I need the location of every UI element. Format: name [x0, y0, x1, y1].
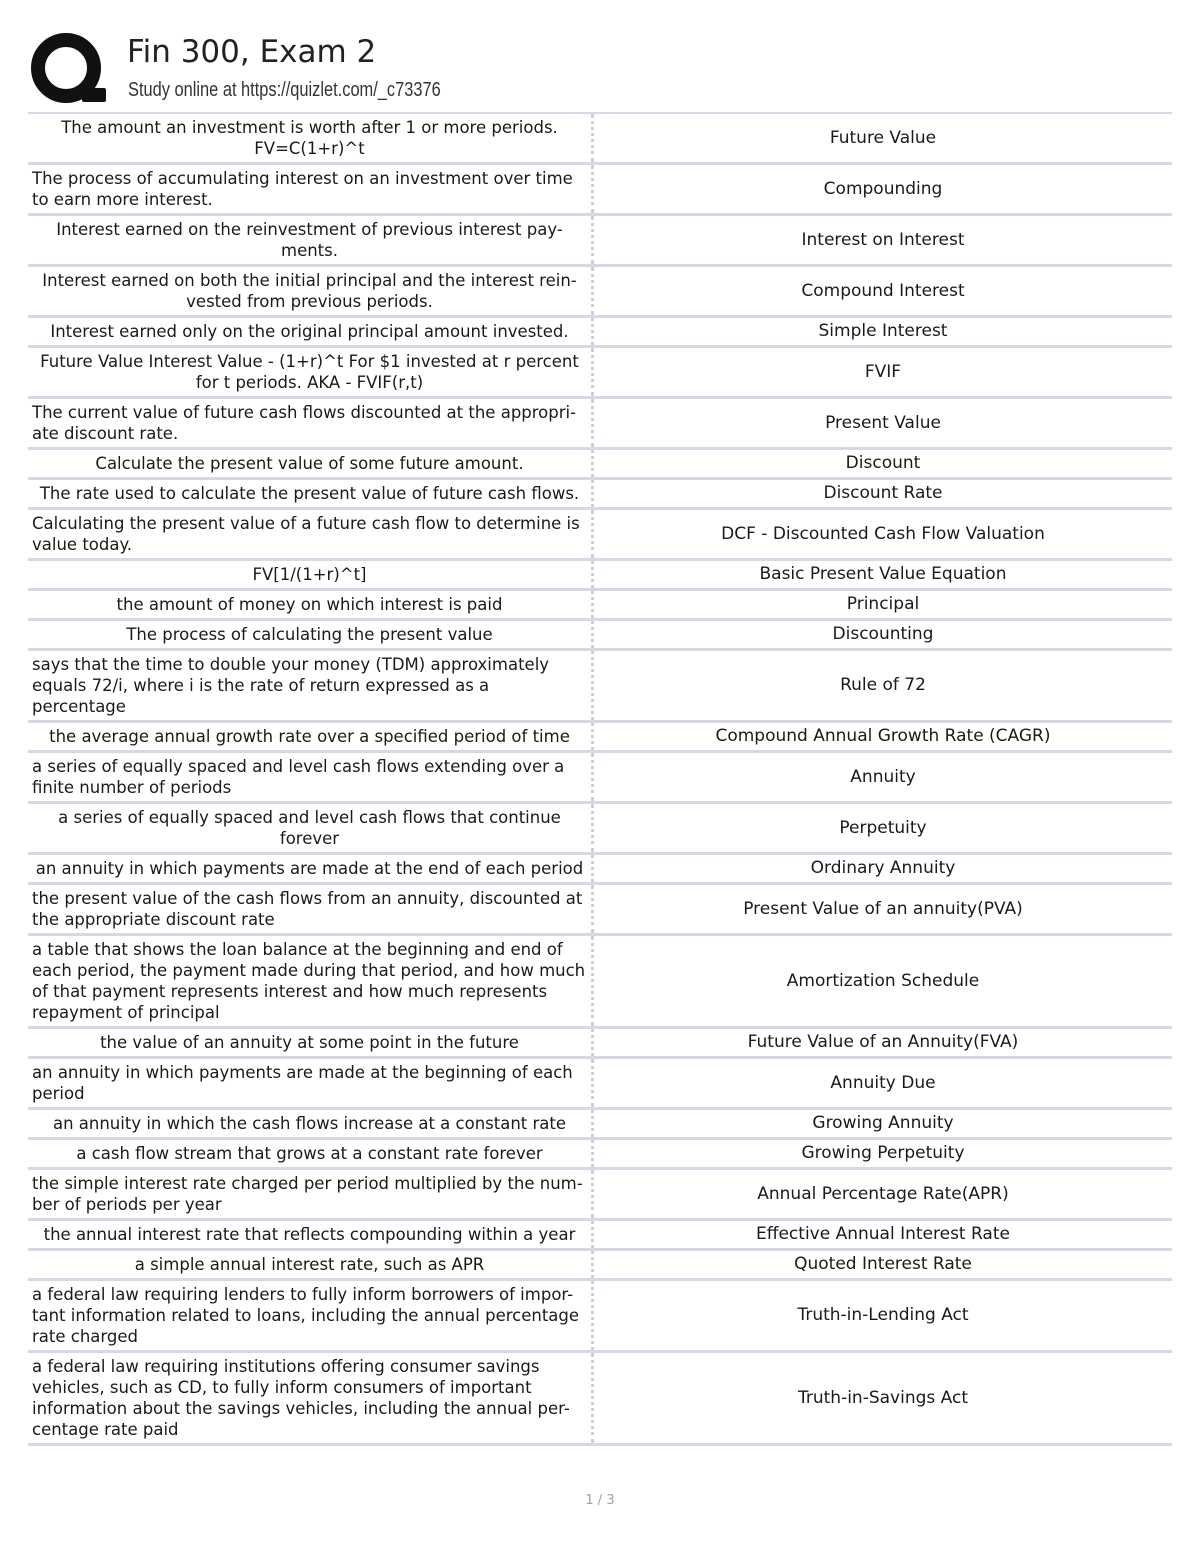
flashcard-term: the simple interest rate charged per period multiplied by the num-ber of periods per year [28, 1170, 594, 1218]
flashcard-row [28, 510, 1172, 561]
flashcard-term: an annuity in which the cash flows increase at a constant rate [28, 1110, 594, 1137]
flashcard-term: Calculate the present value of some future amount. [28, 450, 594, 477]
flashcard-row [28, 114, 1172, 165]
flashcard-row [28, 621, 1172, 651]
flashcard-row [28, 1281, 1172, 1353]
flashcard-row [28, 723, 1172, 753]
flashcard-term: Interest earned only on the original principal amount invested. [28, 318, 594, 345]
page-number: 1 / 3 [585, 1493, 615, 1508]
flashcard-definition: Compounding [823, 178, 943, 199]
flashcard-row [28, 1029, 1172, 1059]
flashcard-term: the amount of money on which interest is paid [28, 591, 594, 618]
flashcard-definition: Truth-in-Lending Act [797, 1305, 969, 1325]
flashcard-row [28, 591, 1172, 621]
flashcard-definition: FVIF [864, 361, 902, 382]
flashcard-definition: Discounting [832, 624, 934, 644]
flashcard-row [28, 216, 1172, 267]
flashcard-definition: Amortization Schedule [786, 970, 980, 991]
flashcard-row [28, 165, 1172, 216]
flashcard-term: The process of calculating the present value [28, 621, 594, 648]
flashcard-definition: DCF - Discounted Cash Flow Valuation [721, 523, 1045, 544]
flashcard-row [28, 1059, 1172, 1110]
flashcard-definition: Compound Annual Growth Rate (CAGR) [715, 726, 1051, 746]
flashcard-definition: Quoted Interest Rate [794, 1254, 972, 1274]
flashcard-list [28, 112, 1172, 1446]
flashcard-row [28, 348, 1172, 399]
flashcard-term: the present value of the cash flows from an annuity, discounted at the appropriate discount rate [28, 885, 594, 933]
flashcard-term: Calculating the present value of a future cash flow to determine is value today. [28, 510, 594, 558]
flashcard-row [28, 399, 1172, 450]
flashcard-row [28, 480, 1172, 510]
flashcard-term: an annuity in which payments are made at the end of each period [28, 855, 594, 882]
flashcard-definition: Effective Annual Interest Rate [756, 1224, 1010, 1244]
flashcard-definition: Growing Annuity [812, 1113, 954, 1133]
flashcard-definition: Simple Interest [818, 321, 948, 341]
flashcard-term: a table that shows the loan balance at the beginning and end of each period, the payment made during that period, and how much of that payment represents interest and how much represents repayment of principal [28, 936, 594, 1026]
flashcard-row [28, 885, 1172, 936]
flashcard-definition: Compound Interest [801, 280, 965, 301]
flashcard-row [28, 318, 1172, 348]
flashcard-row [28, 651, 1172, 723]
flashcard-definition: Annuity [850, 766, 916, 787]
flashcard-term: The amount an investment is worth after 1 or more periods. FV=C(1+r)^t [28, 114, 594, 162]
flashcard-row [28, 267, 1172, 318]
page-header [30, 32, 1170, 108]
flashcard-row [28, 1353, 1172, 1446]
flashcard-definition: Discount [845, 453, 921, 473]
flashcard-row [28, 804, 1172, 855]
flashcard-row [28, 1221, 1172, 1251]
flashcard-row [28, 753, 1172, 804]
flashcard-definition: Principal [846, 594, 920, 614]
flashcard-row [28, 1251, 1172, 1281]
flashcard-term: a series of equally spaced and level cash flows extending over a finite number of periods [28, 753, 594, 801]
flashcard-definition: Present Value [825, 412, 941, 433]
flashcard-row [28, 561, 1172, 591]
flashcard-term: The rate used to calculate the present value of future cash flows. [28, 480, 594, 507]
page-title: Fin 300, Exam 2 [127, 34, 377, 70]
flashcard-term: a simple annual interest rate, such as APR [28, 1251, 594, 1278]
flashcard-row [28, 450, 1172, 480]
flashcard-term: says that the time to double your money (TDM) approximately equals 72/i, where i is the rate of return expressed as a percentage [28, 651, 594, 720]
flashcard-definition: Interest on Interest [801, 229, 965, 250]
flashcard-term: Interest earned on both the initial principal and the interest rein-vested from previous periods. [28, 267, 594, 315]
flashcard-term: The process of accumulating interest on an investment over time to earn more interest. [28, 165, 594, 213]
flashcard-term: a federal law requiring institutions offering consumer savings vehicles, such as CD, to fully inform consumers of important information about the savings vehicles, including the annual per-centage rate paid [28, 1353, 594, 1443]
flashcard-term: a cash flow stream that grows at a constant rate forever [28, 1140, 594, 1167]
flashcard-term: a series of equally spaced and level cash flows that continue forever [28, 804, 594, 852]
study-online-link[interactable]: Study online at https://quizlet.com/_c73376 [128, 79, 441, 101]
flashcard-term: The current value of future cash flows discounted at the appropri-ate discount rate. [28, 399, 594, 447]
flashcard-row [28, 936, 1172, 1029]
flashcard-definition: Future Value of an Annuity(FVA) [747, 1032, 1019, 1052]
flashcard-definition: Rule of 72 [840, 675, 926, 695]
flashcard-term: Future Value Interest Value - (1+r)^t For $1 invested at r percent for t periods. AKA - FVIF(r,t) [28, 348, 594, 396]
flashcard-definition: Present Value of an annuity(PVA) [743, 898, 1023, 919]
flashcard-definition: Ordinary Annuity [810, 858, 956, 878]
flashcard-term: the value of an annuity at some point in the future [28, 1029, 594, 1056]
quizlet-logo-icon [30, 32, 108, 108]
flashcard-row [28, 1140, 1172, 1170]
flashcard-definition: Basic Present Value Equation [759, 564, 1007, 584]
flashcard-definition: Perpetuity [839, 817, 927, 838]
flashcard-definition: Future Value [829, 127, 937, 148]
flashcard-row [28, 1170, 1172, 1221]
flashcard-term: a federal law requiring lenders to fully inform borrowers of impor-tant information related to loans, including the annual percentage rate charged [28, 1281, 594, 1350]
flashcard-term: the annual interest rate that reflects compounding within a year [28, 1221, 594, 1248]
flashcard-definition: Discount Rate [823, 483, 943, 503]
flashcard-definition: Annual Percentage Rate(APR) [757, 1183, 1009, 1204]
flashcard-term: Interest earned on the reinvestment of previous interest pay-ments. [28, 216, 594, 264]
flashcard-definition: Annuity Due [830, 1072, 936, 1093]
flashcard-row [28, 1110, 1172, 1140]
flashcard-term: FV[1/(1+r)^t] [28, 561, 594, 588]
flashcard-definition: Growing Perpetuity [801, 1143, 965, 1163]
flashcard-row [28, 855, 1172, 885]
flashcard-definition: Truth-in-Savings Act [797, 1387, 969, 1408]
flashcard-term: an annuity in which payments are made at the beginning of each period [28, 1059, 594, 1107]
flashcard-term: the average annual growth rate over a specified period of time [28, 723, 594, 750]
